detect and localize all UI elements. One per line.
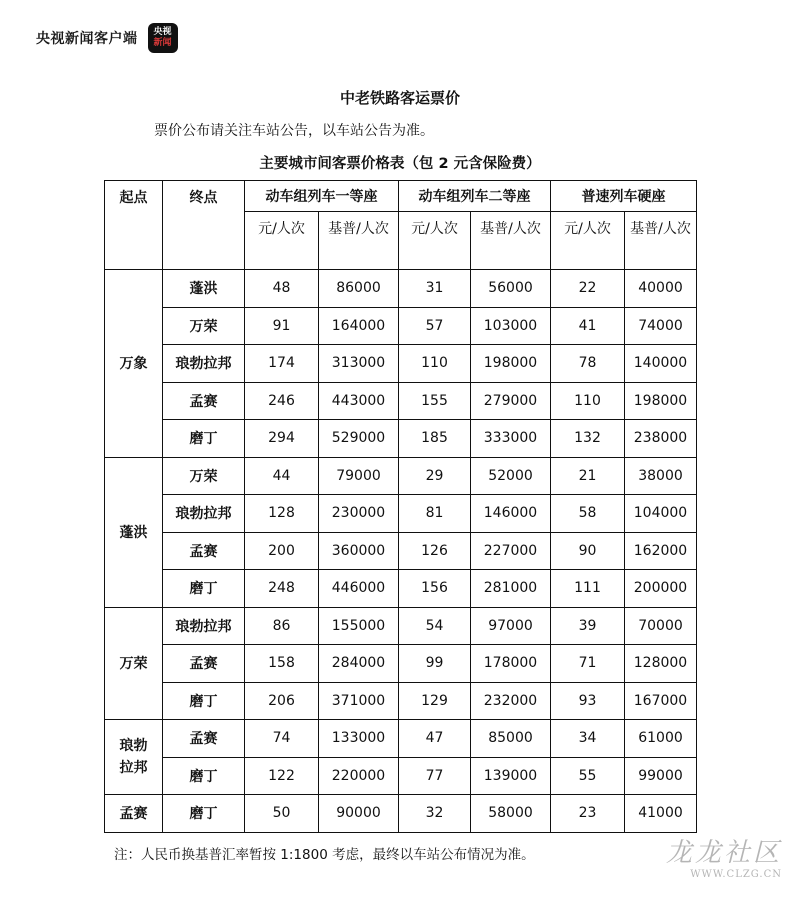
fare-kip-cell: 58000 bbox=[471, 795, 551, 833]
table-row bbox=[105, 532, 697, 570]
document-title: 中老铁路客运票价 bbox=[339, 89, 460, 107]
table-row bbox=[105, 757, 697, 795]
fare-yuan-cell: 39 bbox=[551, 607, 625, 645]
header-unit-yuan: 元/人次 bbox=[551, 212, 625, 270]
destination-cell: 孟赛 bbox=[163, 645, 245, 683]
fare-kip-cell: 164000 bbox=[319, 307, 399, 345]
fare-kip-cell: 99000 bbox=[625, 757, 697, 795]
fare-yuan-cell: 22 bbox=[551, 270, 625, 308]
brand-name: 央视新闻客户端 bbox=[36, 31, 138, 47]
fare-kip-cell: 104000 bbox=[625, 495, 697, 533]
destination-cell: 孟赛 bbox=[163, 532, 245, 570]
fare-kip-cell: 103000 bbox=[471, 307, 551, 345]
table-row bbox=[105, 570, 697, 608]
fare-kip-cell: 90000 bbox=[319, 795, 399, 833]
fare-table bbox=[104, 180, 697, 833]
watermark-text: 龙龙社区 bbox=[665, 838, 782, 868]
table-row bbox=[105, 307, 697, 345]
fare-yuan-cell: 126 bbox=[399, 532, 471, 570]
fare-kip-cell: 40000 bbox=[625, 270, 697, 308]
fare-yuan-cell: 158 bbox=[245, 645, 319, 683]
fare-yuan-cell: 90 bbox=[551, 532, 625, 570]
fare-yuan-cell: 55 bbox=[551, 757, 625, 795]
fare-yuan-cell: 248 bbox=[245, 570, 319, 608]
fare-yuan-cell: 77 bbox=[399, 757, 471, 795]
fare-kip-cell: 162000 bbox=[625, 532, 697, 570]
fare-kip-cell: 227000 bbox=[471, 532, 551, 570]
fare-yuan-cell: 31 bbox=[399, 270, 471, 308]
table-row bbox=[105, 457, 697, 495]
fare-yuan-cell: 110 bbox=[551, 382, 625, 420]
fare-kip-cell: 56000 bbox=[471, 270, 551, 308]
fare-kip-cell: 198000 bbox=[471, 345, 551, 383]
table-row bbox=[105, 682, 697, 720]
destination-cell: 万荣 bbox=[163, 457, 245, 495]
table-row bbox=[105, 345, 697, 383]
destination-cell: 磨丁 bbox=[163, 682, 245, 720]
logo-text-line1: 央视 bbox=[153, 27, 172, 37]
fare-yuan-cell: 111 bbox=[551, 570, 625, 608]
brand-header bbox=[36, 20, 178, 56]
destination-cell: 琅勃拉邦 bbox=[163, 495, 245, 533]
fare-yuan-cell: 132 bbox=[551, 420, 625, 458]
fare-kip-cell: 313000 bbox=[319, 345, 399, 383]
watermark-logo bbox=[666, 832, 782, 880]
fare-kip-cell: 371000 bbox=[319, 682, 399, 720]
fare-yuan-cell: 128 bbox=[245, 495, 319, 533]
destination-cell: 磨丁 bbox=[163, 570, 245, 608]
fare-yuan-cell: 57 bbox=[399, 307, 471, 345]
fare-yuan-cell: 246 bbox=[245, 382, 319, 420]
fare-kip-cell: 140000 bbox=[625, 345, 697, 383]
start-city-cell: 琅勃拉邦 bbox=[105, 720, 163, 795]
fare-kip-cell: 279000 bbox=[471, 382, 551, 420]
fare-yuan-cell: 206 bbox=[245, 682, 319, 720]
fare-yuan-cell: 54 bbox=[399, 607, 471, 645]
start-city-cell: 孟赛 bbox=[105, 795, 163, 833]
fare-kip-cell: 230000 bbox=[319, 495, 399, 533]
table-row bbox=[105, 645, 697, 683]
fare-kip-cell: 86000 bbox=[319, 270, 399, 308]
fare-kip-cell: 74000 bbox=[625, 307, 697, 345]
fare-yuan-cell: 200 bbox=[245, 532, 319, 570]
fare-kip-cell: 443000 bbox=[319, 382, 399, 420]
header-end: 终点 bbox=[163, 181, 245, 270]
destination-cell: 磨丁 bbox=[163, 757, 245, 795]
fare-yuan-cell: 81 bbox=[399, 495, 471, 533]
table-row bbox=[105, 720, 697, 758]
fare-yuan-cell: 21 bbox=[551, 457, 625, 495]
fare-kip-cell: 70000 bbox=[625, 607, 697, 645]
destination-cell: 蓬洪 bbox=[163, 270, 245, 308]
fare-kip-cell: 38000 bbox=[625, 457, 697, 495]
fare-yuan-cell: 47 bbox=[399, 720, 471, 758]
fare-kip-cell: 61000 bbox=[625, 720, 697, 758]
fare-yuan-cell: 50 bbox=[245, 795, 319, 833]
fare-yuan-cell: 99 bbox=[399, 645, 471, 683]
header-unit-kip: 基普/人次 bbox=[319, 212, 399, 270]
fare-yuan-cell: 34 bbox=[551, 720, 625, 758]
header-unit-kip: 基普/人次 bbox=[471, 212, 551, 270]
header-class-1: 动车组列车一等座 bbox=[245, 181, 399, 212]
table-title: 主要城市间客票价格表（包 2 元含保险费） bbox=[259, 156, 541, 172]
fare-yuan-cell: 48 bbox=[245, 270, 319, 308]
fare-kip-cell: 198000 bbox=[625, 382, 697, 420]
fare-yuan-cell: 41 bbox=[551, 307, 625, 345]
fare-yuan-cell: 156 bbox=[399, 570, 471, 608]
header-class-3: 普速列车硬座 bbox=[551, 181, 697, 212]
fare-kip-cell: 360000 bbox=[319, 532, 399, 570]
fare-yuan-cell: 32 bbox=[399, 795, 471, 833]
fare-yuan-cell: 78 bbox=[551, 345, 625, 383]
destination-cell: 琅勃拉邦 bbox=[163, 345, 245, 383]
table-row bbox=[105, 270, 697, 308]
fare-yuan-cell: 71 bbox=[551, 645, 625, 683]
fare-kip-cell: 167000 bbox=[625, 682, 697, 720]
fare-kip-cell: 139000 bbox=[471, 757, 551, 795]
fare-kip-cell: 178000 bbox=[471, 645, 551, 683]
cctv-news-logo-icon bbox=[148, 23, 178, 53]
fare-yuan-cell: 122 bbox=[245, 757, 319, 795]
fare-yuan-cell: 23 bbox=[551, 795, 625, 833]
fare-kip-cell: 281000 bbox=[471, 570, 551, 608]
fare-kip-cell: 446000 bbox=[319, 570, 399, 608]
fare-yuan-cell: 58 bbox=[551, 495, 625, 533]
fare-kip-cell: 220000 bbox=[319, 757, 399, 795]
fare-yuan-cell: 93 bbox=[551, 682, 625, 720]
fare-kip-cell: 52000 bbox=[471, 457, 551, 495]
fare-yuan-cell: 155 bbox=[399, 382, 471, 420]
table-header-row bbox=[105, 181, 697, 212]
fare-kip-cell: 97000 bbox=[471, 607, 551, 645]
start-city-cell: 万荣 bbox=[105, 607, 163, 720]
fare-yuan-cell: 129 bbox=[399, 682, 471, 720]
destination-cell: 磨丁 bbox=[163, 795, 245, 833]
watermark-url: WWW.CLZG.CN bbox=[690, 869, 782, 880]
destination-cell: 磨丁 bbox=[163, 420, 245, 458]
header-class-2: 动车组列车二等座 bbox=[399, 181, 551, 212]
fare-yuan-cell: 44 bbox=[245, 457, 319, 495]
destination-cell: 琅勃拉邦 bbox=[163, 607, 245, 645]
table-row bbox=[105, 795, 697, 833]
fare-kip-cell: 85000 bbox=[471, 720, 551, 758]
fare-kip-cell: 529000 bbox=[319, 420, 399, 458]
fare-yuan-cell: 91 bbox=[245, 307, 319, 345]
fare-yuan-cell: 86 bbox=[245, 607, 319, 645]
header-unit-yuan: 元/人次 bbox=[245, 212, 319, 270]
table-row bbox=[105, 495, 697, 533]
destination-cell: 万荣 bbox=[163, 307, 245, 345]
fare-kip-cell: 200000 bbox=[625, 570, 697, 608]
notice-text: 票价公布请关注车站公告，以车站公告为准。 bbox=[154, 123, 434, 139]
fare-kip-cell: 232000 bbox=[471, 682, 551, 720]
header-start: 起点 bbox=[105, 181, 163, 270]
fare-kip-cell: 155000 bbox=[319, 607, 399, 645]
header-unit-kip: 基普/人次 bbox=[625, 212, 697, 270]
fare-kip-cell: 238000 bbox=[625, 420, 697, 458]
table-row bbox=[105, 607, 697, 645]
fare-yuan-cell: 29 bbox=[399, 457, 471, 495]
destination-cell: 孟赛 bbox=[163, 720, 245, 758]
destination-cell: 孟赛 bbox=[163, 382, 245, 420]
fare-kip-cell: 128000 bbox=[625, 645, 697, 683]
footnote: 注：人民币换基普汇率暂按 1:1800 考虑，最终以车站公布情况为准。 bbox=[114, 847, 535, 863]
start-city-cell: 万象 bbox=[105, 270, 163, 458]
fare-yuan-cell: 294 bbox=[245, 420, 319, 458]
logo-text-line2: 新闻 bbox=[153, 38, 172, 48]
fare-yuan-cell: 174 bbox=[245, 345, 319, 383]
header-unit-yuan: 元/人次 bbox=[399, 212, 471, 270]
fare-yuan-cell: 74 bbox=[245, 720, 319, 758]
fare-kip-cell: 146000 bbox=[471, 495, 551, 533]
fare-kip-cell: 333000 bbox=[471, 420, 551, 458]
fare-kip-cell: 79000 bbox=[319, 457, 399, 495]
fare-kip-cell: 133000 bbox=[319, 720, 399, 758]
fare-yuan-cell: 110 bbox=[399, 345, 471, 383]
table-row bbox=[105, 382, 697, 420]
start-city-cell: 蓬洪 bbox=[105, 457, 163, 607]
fare-kip-cell: 284000 bbox=[319, 645, 399, 683]
table-row bbox=[105, 420, 697, 458]
fare-kip-cell: 41000 bbox=[625, 795, 697, 833]
fare-yuan-cell: 185 bbox=[399, 420, 471, 458]
